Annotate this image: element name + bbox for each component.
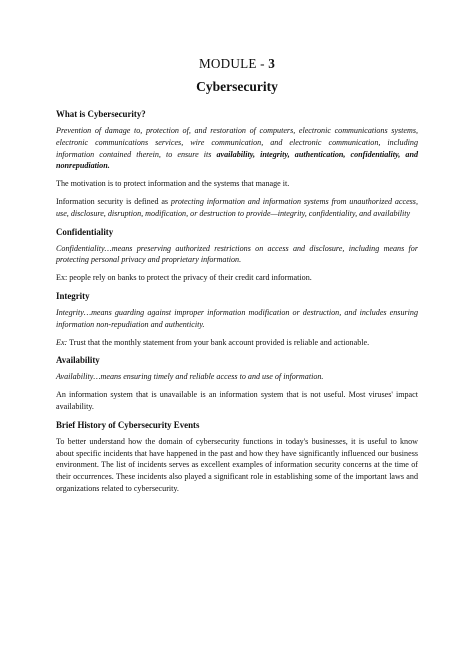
- confidentiality-example: Ex: people rely on banks to protect the privacy of their credit card information.: [56, 273, 312, 283]
- heading-what-is-cybersecurity: What is Cybersecurity?: [56, 109, 146, 119]
- heading-availability: Availability: [56, 355, 100, 366]
- heading-integrity: Integrity: [56, 290, 90, 301]
- integrity-example: [56, 337, 418, 349]
- motivation-paragraph: The motivation is to protect information and the systems that manage it.: [56, 179, 290, 189]
- info-sec-definition: protecting information and information systems from unauthorized access, use, disclosure, disruption, modification, or destruction to provide—integrity, confidentiality, and availability: [56, 196, 418, 218]
- module-number: 3: [268, 56, 275, 71]
- heading-history: Brief History of Cybersecurity Events: [56, 419, 200, 430]
- integrity-definition: Integrity…means guarding against improper information modification or destruction, and includes ensuring information non-repudiation and authenticity.: [56, 307, 418, 329]
- info-sec-intro: Information security is defined as: [56, 196, 171, 206]
- integrity-example-text: Trust that the monthly statement from your bank account provided is reliable and actionable.: [67, 337, 370, 347]
- document-page: [56, 56, 418, 501]
- integrity-example-label: Ex:: [56, 337, 68, 347]
- history-paragraph: To better understand how the domain of cybersecurity functions in today's businesses, it is useful to know about specific incidents that have happened in the past and how they have significantly influenced our business environment. The list of incidents serves as excellent examples of information security concerns at the time of their occurrences. These incidents also played a significant role in establishing some of the important laws and organizations related to cybersecurity.: [56, 436, 418, 493]
- cybersecurity-definition: [56, 125, 418, 172]
- definition-text: Prevention of damage to, protection of, and restoration of computers, electronic communications systems, electronic communications services, wire communication, and electronic communication, including information contained therein, to ensure its: [56, 126, 418, 159]
- module-title: [56, 56, 418, 72]
- heading-confidentiality: Confidentiality: [56, 226, 114, 237]
- definition-emphasis: availability, integrity, authentication, confidentiality, and nonrepudiation.: [56, 149, 418, 171]
- availability-paragraph: An information system that is unavailable is an information system that is not useful. Most viruses' impact availability.: [56, 390, 418, 411]
- availability-definition: Availability…means ensuring timely and reliable access to and use of information.: [56, 372, 324, 382]
- information-security-paragraph: [56, 196, 418, 220]
- page-title: Cybersecurity: [196, 79, 278, 94]
- confidentiality-definition: Confidentiality…means preserving authorized restrictions on access and disclosure, including means for protecting personal privacy and proprietary information.: [56, 243, 418, 265]
- module-prefix: MODULE -: [199, 56, 265, 71]
